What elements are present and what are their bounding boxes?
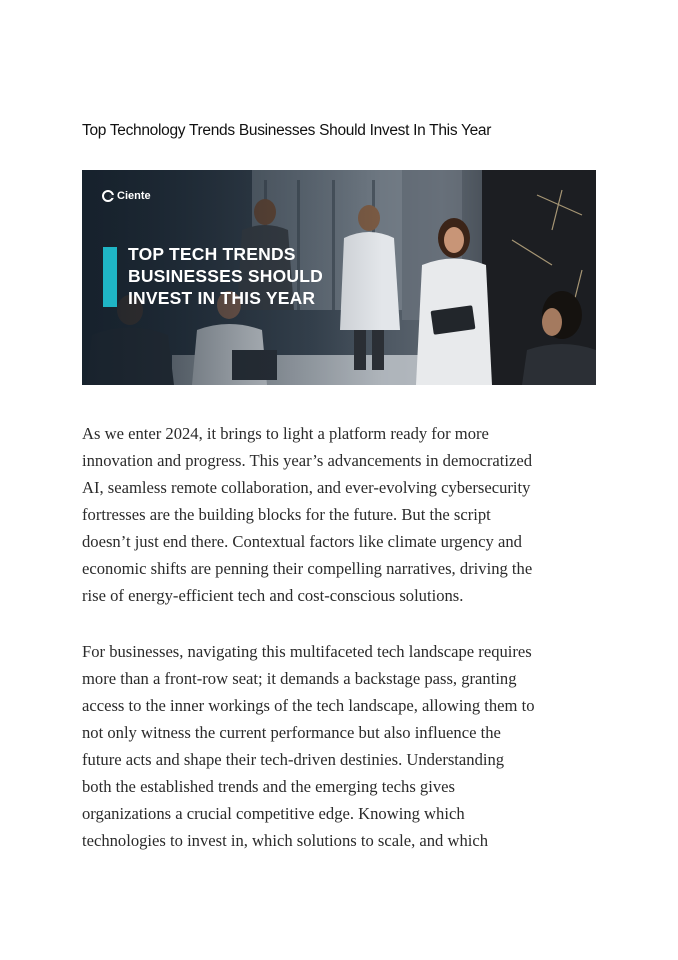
paragraph-line: more than a front-row seat; it demands a backstage pass, granting bbox=[82, 669, 517, 688]
banner-heading-line: INVEST IN THIS YEAR bbox=[128, 288, 316, 308]
ciente-logo bbox=[102, 190, 151, 202]
paragraph-line: future acts and shape their tech-driven destinies. Understanding bbox=[82, 750, 505, 769]
paragraph-line: For businesses, navigating this multifaceted tech landscape requires bbox=[82, 642, 532, 661]
ciente-logo-icon bbox=[102, 190, 114, 202]
paragraph-line: organizations a crucial competitive edge. Knowing which bbox=[82, 804, 465, 823]
paragraph-line: innovation and progress. This year’s advancements in democratized bbox=[82, 451, 533, 470]
article-title: Top Technology Trends Businesses Should Invest In This Year bbox=[82, 122, 492, 139]
paragraph-line: doesn’t just end there. Contextual factors like climate urgency and bbox=[82, 532, 522, 551]
banner-accent-bar bbox=[103, 247, 117, 307]
banner-heading-line: TOP TECH TRENDS bbox=[128, 244, 296, 264]
paragraph-line: economic shifts are penning their compelling narratives, driving the bbox=[82, 559, 533, 578]
paragraph-intro bbox=[82, 420, 602, 609]
paragraph-line: technologies to invest in, which solutions to scale, and which bbox=[82, 831, 489, 850]
banner-heading-line: BUSINESSES SHOULD bbox=[128, 266, 323, 286]
paragraph-line: As we enter 2024, it brings to light a platform ready for more bbox=[82, 424, 489, 443]
paragraph-line: both the established trends and the emerging techs gives bbox=[82, 777, 455, 796]
logo-text: Ciente bbox=[117, 190, 151, 202]
banner-heading bbox=[128, 243, 323, 309]
paragraph-line: fortresses are the building blocks for the future. But the script bbox=[82, 505, 491, 524]
paragraph-businesses bbox=[82, 638, 602, 854]
paragraph-line: rise of energy-efficient tech and cost-conscious solutions. bbox=[82, 586, 464, 605]
paragraph-line: access to the inner workings of the tech landscape, allowing them to bbox=[82, 696, 535, 715]
paragraph-line: AI, seamless remote collaboration, and ever-evolving cybersecurity bbox=[82, 478, 531, 497]
paragraph-line: not only witness the current performance but also influence the bbox=[82, 723, 501, 742]
